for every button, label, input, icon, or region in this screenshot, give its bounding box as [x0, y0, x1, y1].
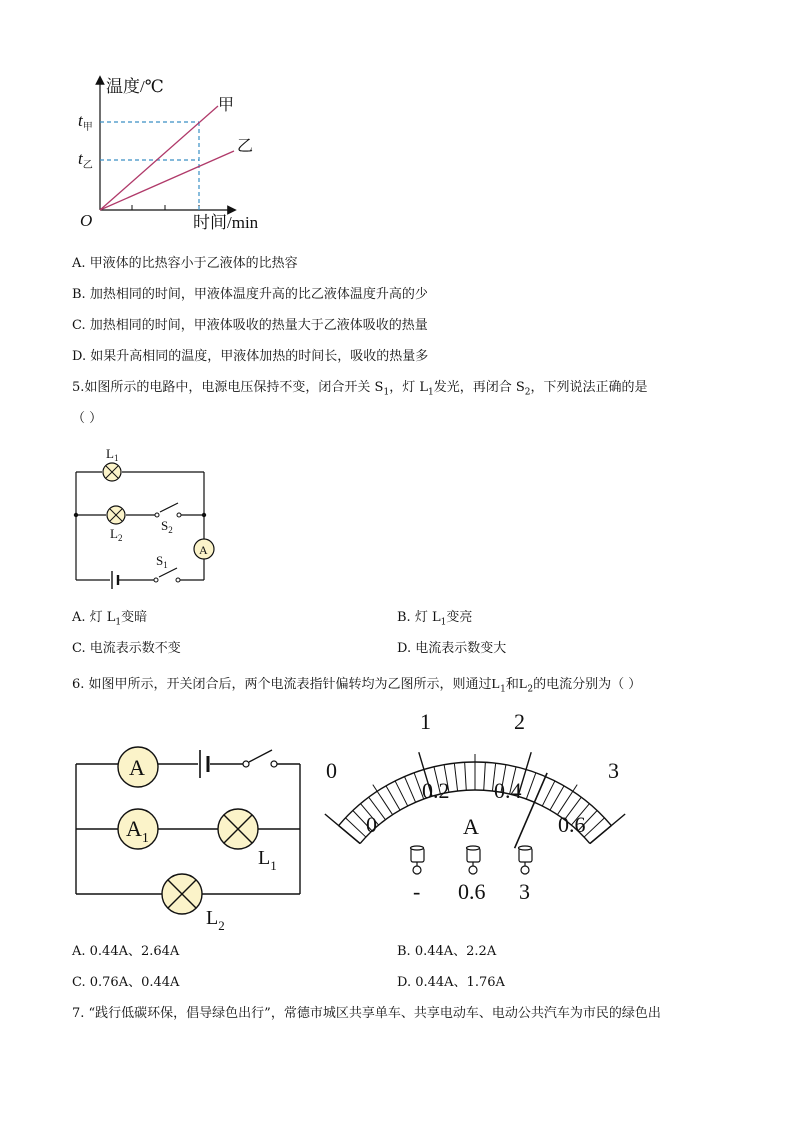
meter-tick [395, 781, 408, 806]
meter-terminal-neg [411, 846, 425, 874]
y-axis-label: 温度/℃ [106, 77, 164, 96]
meter-top-1: 1 [420, 709, 431, 734]
svg-text:A: A [199, 543, 208, 557]
meter-bottom-02: 0.2 [422, 778, 450, 803]
q4-option-a: A. 甲液体的比热容小于乙液体的比热容 [72, 256, 298, 271]
meter-tick [454, 763, 457, 791]
line-yi-label: 乙 [237, 138, 254, 155]
meter-tick [590, 814, 625, 844]
meter-bottom-06: 0.6 [558, 812, 586, 837]
meter-terminal-3 [519, 846, 533, 874]
q4-option-c: C. 加热相同的时间，甲液体吸收的热量大于乙液体吸收的热量 [72, 318, 428, 333]
x-axis-label: 时间/min [193, 213, 259, 232]
t-jia-label: $t_甲$ [78, 111, 93, 133]
meter-tick [325, 814, 360, 844]
q5-paren: （ ） [72, 411, 103, 426]
meter-tick [542, 781, 555, 806]
q5-label-s2: $S_2$ [161, 518, 173, 535]
q5-stem: 5.如图所示的电路中，电源电压保持不变，闭合开关 $S_1$，灯 $L_1$发光，再闭合 $S_2$，下列说法正确的是 [72, 380, 648, 398]
q5-option-b: B. 灯 $L_1$变亮 [397, 610, 473, 628]
q6-option-c: C. 0.76A、0.44A [72, 975, 180, 990]
q6-stem: 6. 如图甲所示，开关闭合后，两个电流表指针偏转均为乙图所示，则通过$L_1$和$L_2$的电流分别为（ ） [72, 677, 642, 695]
meter-terminal-06 [467, 846, 481, 874]
q5-label-s1: $S_1$ [156, 553, 168, 570]
q4-option-b: B. 加热相同的时间，甲液体温度升高的比乙液体温度升高的少 [72, 287, 428, 302]
q5-option-c: C. 电流表示数不变 [72, 641, 181, 656]
q5-option-a: A. 灯 $L_1$变暗 [72, 610, 148, 628]
meter-bottom-0: 0 [366, 812, 377, 837]
meter-tick [373, 785, 393, 815]
meter-terminal-label-neg: - [413, 879, 421, 904]
meter-tick [404, 777, 415, 803]
q5-option-d: D. 电流表示数变大 [397, 641, 507, 656]
t-yi-label: $t_乙$ [78, 149, 93, 171]
meter-bottom-04: 0.4 [494, 778, 522, 803]
meter-top-2: 2 [514, 709, 525, 734]
meter-tick [550, 786, 564, 810]
q7-stem: 7. “践行低碳环保，倡导绿色出行”，常德市城区共享单车、共享电动车、电动公共汽车为市民的绿色出 [72, 1006, 661, 1021]
meter-terminal-label-06: 0.6 [458, 879, 486, 904]
meter-tick [557, 785, 577, 815]
q6-option-b: B. 0.44A、2.2A [397, 944, 497, 959]
q5-label-l1: $L_1$ [106, 446, 119, 463]
svg-text:A1: $A_1$ [126, 816, 149, 846]
meter-tick [386, 786, 400, 810]
q6-option-a: A. 0.44A、2.64A [72, 944, 180, 959]
q4-option-d: D. 如果升高相同的温度，甲液体加热的时间长，吸收的热量多 [72, 349, 429, 364]
meter-top-0: 0 [326, 758, 337, 783]
q6-label-l2: $L_2$ [206, 907, 225, 933]
q6-label-l1: $L_1$ [258, 847, 277, 873]
meter-unit: A [463, 814, 479, 839]
svg-text:A: A [129, 755, 145, 780]
q5-label-l2: $L_2$ [110, 526, 123, 543]
meter-terminal-label-3: 3 [519, 879, 530, 904]
meter-tick [484, 762, 486, 790]
meter-top-3: 3 [608, 758, 619, 783]
meter-tick [526, 773, 536, 799]
line-jia-label: 甲 [218, 97, 235, 114]
origin-label: O [80, 211, 93, 230]
meter-tick [465, 762, 467, 790]
q6-option-d: D. 0.44A、1.76A [397, 975, 505, 990]
